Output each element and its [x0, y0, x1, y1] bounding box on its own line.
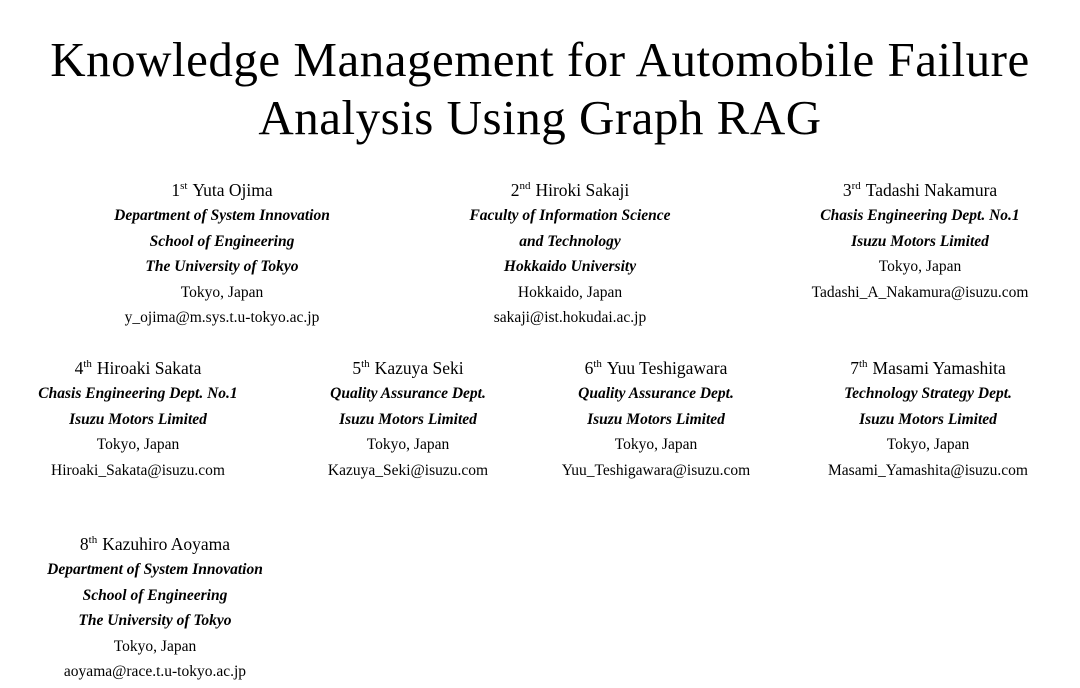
author-affiliation-line: School of Engineering [82, 586, 228, 604]
author-ordinal: 6 [584, 358, 594, 378]
author-ordinal: 5 [352, 358, 362, 378]
author-affiliation-line: Isuzu Motors Limited [69, 410, 207, 428]
author-ordinal: 2 [510, 180, 520, 200]
author-affiliation-line: Isuzu Motors Limited [851, 232, 989, 250]
author-affiliation-line: Technology Strategy Dept. [844, 385, 1012, 402]
author-affiliation-line: Faculty of Information Science [469, 207, 671, 224]
author-ordinal: 4 [74, 358, 84, 378]
author-affiliation-line: Hokkaido University [503, 258, 637, 275]
author-location: Tokyo, Japan [180, 283, 264, 301]
author-affiliation-line: Chasis Engineering Dept. No.1 [38, 385, 238, 402]
author-name [47, 531, 263, 557]
author-name [328, 355, 488, 381]
author-email: Kazuya_Seki@isuzu.com [327, 461, 489, 479]
author-name-text: Hiroki Sakaji [535, 180, 630, 200]
author-affiliation-line: Quality Assurance Dept. [330, 385, 486, 402]
author-affiliation-line: Department of System Innovation [114, 207, 330, 224]
author-block [114, 177, 330, 331]
author-block [47, 531, 263, 685]
author-ordinal: 7 [850, 358, 859, 378]
author-affiliation-line: Quality Assurance Dept. [578, 385, 734, 402]
author-name-text: Yuta Ojima [192, 180, 273, 200]
author-ordinal-suffix: nd [519, 180, 531, 193]
author-email: Tadashi_A_Nakamura@isuzu.com [811, 283, 1029, 301]
author-name-text: Yuu Teshigawara [606, 358, 728, 378]
author-name [828, 355, 1028, 381]
author-ordinal-suffix: th [593, 358, 602, 371]
author-email: y_ojima@m.sys.t.u-tokyo.ac.jp [124, 309, 320, 326]
author-block [562, 355, 750, 483]
author-name-text: Kazuhiro Aoyama [102, 534, 231, 554]
author-location: Tokyo, Japan [96, 436, 180, 453]
author-location: Tokyo, Japan [878, 258, 962, 275]
author-ordinal-suffix: th [361, 358, 370, 371]
author-ordinal-suffix: st [180, 180, 188, 193]
author-location: Tokyo, Japan [614, 436, 698, 453]
author-email: sakaji@ist.hokudai.ac.jp [493, 309, 647, 326]
author-ordinal: 3 [842, 180, 852, 200]
author-location: Tokyo, Japan [886, 436, 970, 453]
author-name [38, 355, 237, 381]
author-ordinal-suffix: th [88, 534, 98, 547]
author-affiliation-line: Chasis Engineering Dept. No.1 [820, 207, 1020, 224]
author-location: Tokyo, Japan [113, 637, 197, 655]
author-affiliation-line: Isuzu Motors Limited [339, 410, 477, 428]
author-affiliation-line: School of Engineering [149, 232, 295, 250]
paper-title [0, 31, 1080, 147]
author-affiliation-line: Department of System Innovation [47, 561, 263, 578]
author-name [812, 177, 1029, 203]
author-ordinal: 1 [171, 180, 181, 200]
paper-title-line1: Knowledge Management for Automobile Failure [50, 32, 1030, 87]
author-name-text: Masami Yamashita [872, 358, 1006, 378]
author-block [328, 355, 488, 483]
author-affiliation-line: Isuzu Motors Limited [587, 410, 725, 428]
author-location: Tokyo, Japan [366, 436, 450, 453]
author-ordinal: 8 [79, 534, 89, 554]
author-ordinal-suffix: th [83, 358, 92, 371]
author-name [562, 355, 750, 381]
author-email: aoyama@race.t.u-tokyo.ac.jp [63, 663, 247, 680]
author-affiliation-line: Isuzu Motors Limited [859, 410, 997, 428]
author-name-text: Hiroaki Sakata [96, 358, 202, 378]
author-email: Hiroaki_Sakata@isuzu.com [51, 461, 225, 479]
author-email: Masami_Yamashita@isuzu.com [828, 461, 1028, 479]
author-ordinal-suffix: th [858, 358, 868, 371]
author-block [812, 177, 1029, 305]
author-name [469, 177, 670, 203]
author-block [469, 177, 670, 331]
author-name [114, 177, 330, 203]
author-email: Yuu_Teshigawara@isuzu.com [561, 461, 751, 479]
author-affiliation-line: The University of Tokyo [145, 258, 299, 275]
author-name-text: Tadashi Nakamura [865, 180, 998, 200]
author-block [38, 355, 237, 483]
author-affiliation-line: and Technology [519, 232, 621, 250]
author-name-text: Kazuya Seki [374, 358, 464, 378]
author-location: Hokkaido, Japan [517, 283, 623, 301]
author-ordinal-suffix: rd [851, 180, 861, 193]
paper-title-line2: Analysis Using Graph RAG [258, 90, 822, 145]
author-affiliation-line: The University of Tokyo [78, 612, 232, 629]
author-block [828, 355, 1028, 483]
